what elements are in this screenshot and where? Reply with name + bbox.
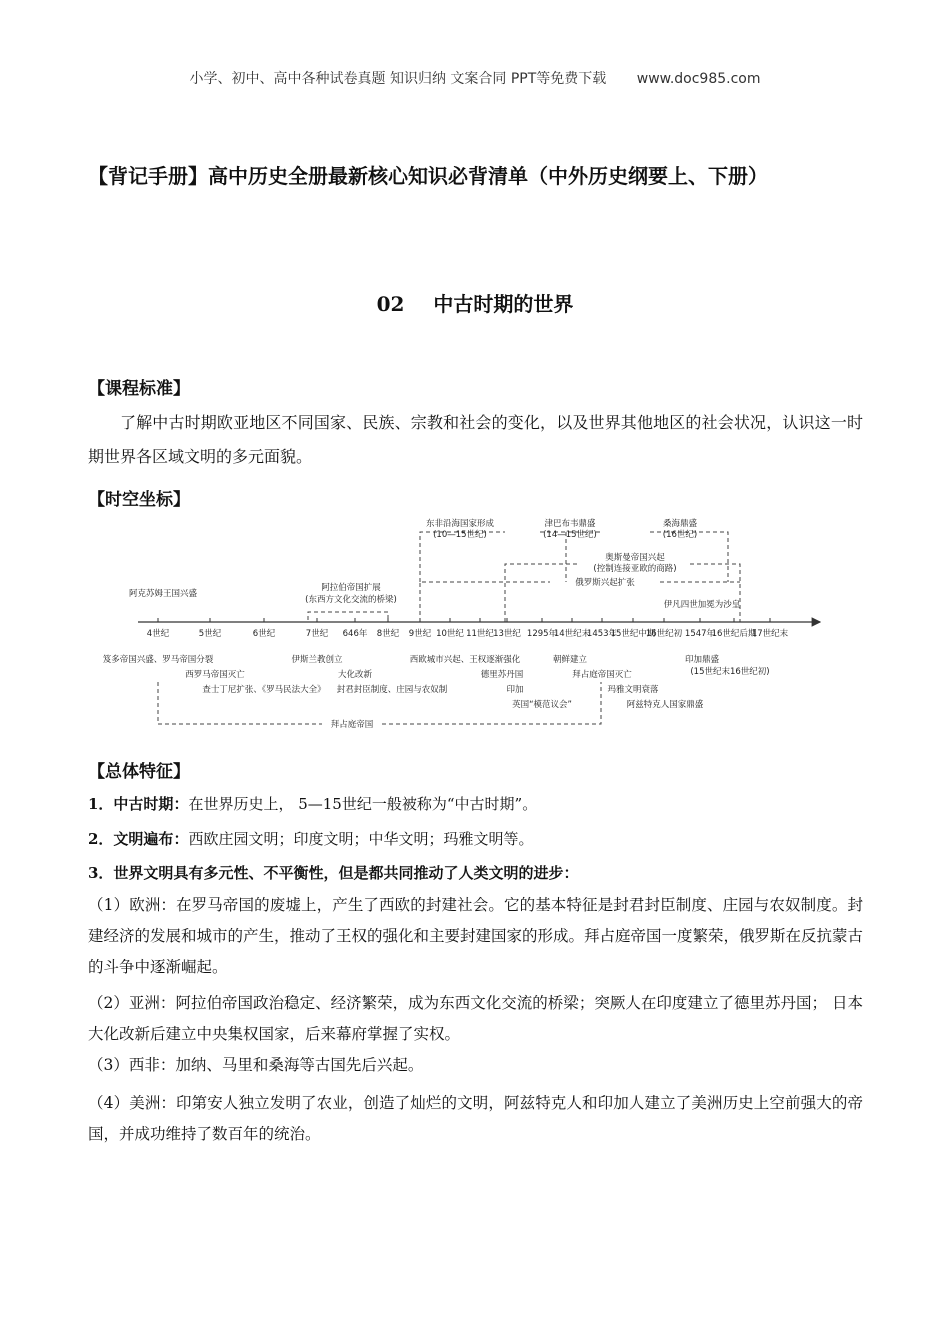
features-heading: 【总体特征】 xyxy=(88,762,190,782)
feature-item-2-text: 西欧庄园文明；印度文明；中华文明；玛雅文明等。 xyxy=(188,830,534,848)
header-text: 小学、初中、高中各种试卷真题 知识归纳 文案合同 PPT等免费下载 xyxy=(189,71,607,87)
timeline-diagram xyxy=(102,512,830,734)
tick-label: 4世纪 xyxy=(146,629,170,639)
page-header xyxy=(0,68,950,88)
document-title: 【背记手册】高中历史全册最新核心知识必背清单（中外历史纲要上、下册） xyxy=(88,164,768,188)
chapter-title xyxy=(0,288,950,317)
chapter-name: 中古时期的世界 xyxy=(433,292,574,316)
feature-item-1-text: 在世界历史上， 5—15世纪一般被称为“中古时期”。 xyxy=(188,795,538,813)
aksum-label: 阿克苏姆王国兴盛 xyxy=(128,589,198,599)
timeline-heading: 【时空坐标】 xyxy=(88,490,190,510)
tick-label: 1295年 xyxy=(526,629,558,639)
below-label-3: 查士丁尼扩张、《罗马民法大全》 xyxy=(202,685,326,695)
below-label-11: 朝鲜建立 xyxy=(552,655,588,665)
feature-item-2-label: 2．文明遍布： xyxy=(88,830,189,848)
tick-label: 8世纪 xyxy=(376,629,400,639)
byzantine-label: 拜占庭帝国 xyxy=(330,720,374,730)
below-label-13: 玛雅文明衰落 xyxy=(607,685,659,695)
tick-label: 17世纪末 xyxy=(751,629,789,639)
tick-label: 1453年 xyxy=(586,629,618,639)
tick-label: 7世纪 xyxy=(305,629,329,639)
tick-label: 11世纪 xyxy=(466,629,494,639)
ivan-label: 伊凡四世加冕为沙皇 xyxy=(663,600,741,610)
tick-label: 6世纪 xyxy=(252,629,276,639)
ottoman-note: (控制连接亚欧的商路) xyxy=(593,564,677,574)
below-label-9: 印加 xyxy=(506,685,524,695)
below-label-5: 大化改新 xyxy=(337,670,373,680)
feature-americas: （4）美洲：印第安人独立发明了农业，创造了灿烂的文明，阿兹特克人和印加人建立了美洲历史上空前强大的帝国，并成功维持了数百年的统治。 xyxy=(88,1094,863,1143)
tick-label: 9世纪 xyxy=(408,629,432,639)
below-label-8: 德里苏丹国 xyxy=(480,670,524,680)
feature-item-1 xyxy=(88,793,868,814)
feature-europe: （1）欧洲：在罗马帝国的废墟上，产生了西欧的封建社会。它的基本特征是封君封臣制度、庄园与农奴制度。封建经济的发展和城市的产生，推动了王权的强化和主要封建国家的形成。拜占庭帝国一度繁荣，俄罗斯在反抗蒙古的斗争中逐渐崛起。 xyxy=(88,896,864,976)
tick-label: 16世纪初 xyxy=(645,629,683,639)
feature-west-africa: （3）西非：加纳、马里和桑海等古国先后兴起。 xyxy=(88,1056,424,1074)
zimbabwe-label: 津巴布韦鼎盛 xyxy=(544,519,596,529)
below-label-1: 笈多帝国兴盛、罗马帝国分裂 xyxy=(102,655,214,665)
below-label-2: 西罗马帝国灭亡 xyxy=(185,670,245,680)
tick-label: 16世纪后期 xyxy=(711,629,757,639)
below-label-4: 伊斯兰教创立 xyxy=(291,655,343,665)
arab-note: (东西方文化交流的桥梁) xyxy=(305,595,397,605)
tick-label: 14世纪末 xyxy=(553,629,591,639)
header-url[interactable]: www.doc985.com xyxy=(636,71,761,87)
songhai-span: (16世纪) xyxy=(662,530,698,540)
songhai-label: 桑海鼎盛 xyxy=(662,519,698,529)
ottoman-label: 奥斯曼帝国兴起 xyxy=(605,553,665,563)
tick-label: 5世纪 xyxy=(198,629,222,639)
course-standard-heading: 【课程标准】 xyxy=(88,379,190,399)
below-label-7: 西欧城市兴起、王权逐渐强化 xyxy=(409,655,521,665)
below-label-10: 英国“模范议会” xyxy=(512,700,572,710)
feature-item-2 xyxy=(88,828,868,849)
feature-item-1-label: 1．中古时期： xyxy=(88,795,189,813)
east-africa-span: (10—15世纪) xyxy=(433,530,487,540)
tick-label: 1547年 xyxy=(684,629,716,639)
tick-label: 13世纪 xyxy=(493,629,521,639)
below-label-15: 印加鼎盛 xyxy=(684,655,720,665)
below-label-14: 阿兹特克人国家鼎盛 xyxy=(626,700,704,710)
feature-item-3-text: 3．世界文明具有多元性、不平衡性，但是都共同推动了人类文明的进步： xyxy=(88,864,579,882)
arab-bracket xyxy=(308,612,388,620)
russia-label: 俄罗斯兴起扩张 xyxy=(575,578,635,588)
below-label-12: 拜占庭帝国灭亡 xyxy=(572,670,632,680)
feature-item-3 xyxy=(88,862,868,883)
course-standard-text: 了解中古时期欧亚地区不同国家、民族、宗教和社会的变化，以及世界其他地区的社会状况，认识这一时期世界各区域文明的多元面貌。 xyxy=(88,413,863,466)
arab-label: 阿拉伯帝国扩展 xyxy=(321,583,381,593)
east-africa-label: 东非沿海国家形成 xyxy=(425,519,495,529)
tick-label: 15世纪中期 xyxy=(610,629,656,639)
tick-label: 10世纪 xyxy=(436,629,464,639)
feature-asia: （2）亚洲：阿拉伯帝国政治稳定、经济繁荣，成为东西文化交流的桥梁；突厥人在印度建立了德里苏丹国； 日本大化改新后建立中央集权国家，后来幕府掌握了实权。 xyxy=(88,994,863,1043)
tick-label: 646年 xyxy=(342,629,368,639)
chapter-number: 02 xyxy=(376,292,405,316)
below-label-6: 封君封臣制度、庄园与农奴制 xyxy=(336,685,448,695)
below-label-15-span: (15世纪末16世纪初) xyxy=(690,667,770,677)
zimbabwe-span: (14—15世纪) xyxy=(543,530,597,540)
